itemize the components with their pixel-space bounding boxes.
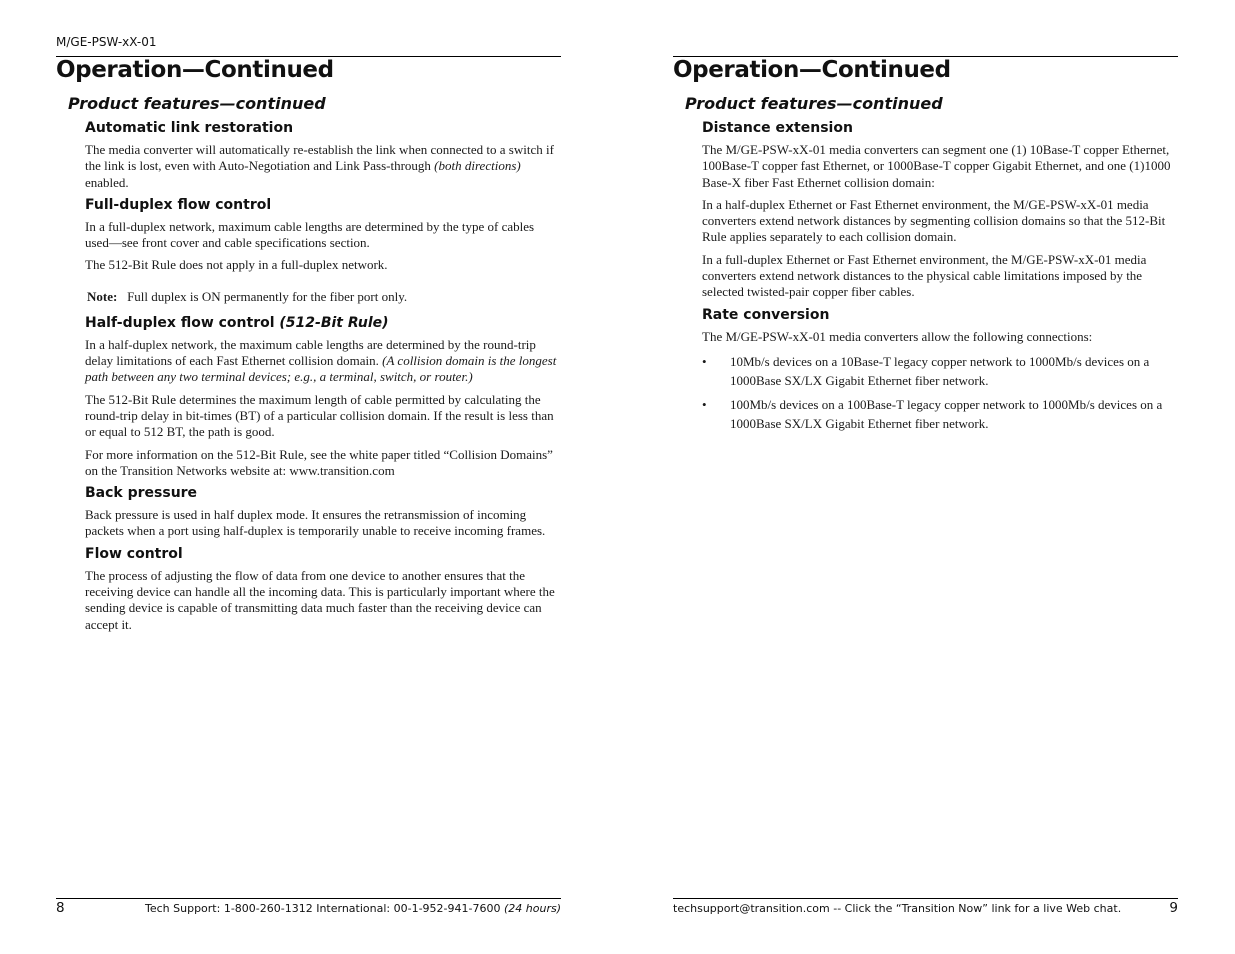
paragraph-half-duplex-3: For more information on the 512-Bit Rule, see the white paper titled “Collision Domains” on the Transition Networks website at: www.transition.com [85,446,553,478]
paragraph-half-duplex-2: The 512-Bit Rule determines the maximum length of cable permitted by calculating the round-trip delay in bit-times (BT) of a particular collision domain. If the result is less than or equal to 512 BT, the path is good. [85,391,554,440]
list-item: • 100Mb/s devices on a 100Base-T legacy copper network to 1000Mb/s devices on a 1000Base SX/LX Gigabit Ethernet fiber network. [702,396,1163,431]
heading-distance-extension: Distance extension [702,120,853,136]
bullet-list [702,352,1178,433]
note-label: Note: [87,288,118,304]
paragraph-flow-control: The process of adjusting the flow of data from one device to another ensures that the receiving device can handle all the incoming data. This is particularly important where the sending device is capable of transmitting data much faster than the receiving device can accept it. [85,567,555,632]
footer-tech-support: Tech Support: 1-800-260-1312 International: 00-1-952-941-7600 (24 hours) [145,902,561,915]
heading-rate-conversion: Rate conversion [702,306,830,323]
paragraph-distance-2: In a half-duplex Ethernet or Fast Ethernet environment, the M/GE-PSW-xX-01 media converters extend network distances by segmenting collision domains so that the 512-Bit Rule applies separately to each collision domain. [702,196,1166,245]
footer [56,899,561,919]
page-number: 9 [1169,900,1178,916]
left-content [56,93,561,633]
left-page [56,0,561,954]
note [87,289,561,305]
paragraph-distance-3: In a full-duplex Ethernet or Fast Ethernet environment, the M/GE-PSW-xX-01 media converters extend network distances to the physical cable limitations imposed by the selected twisted-pair copper fiber cables. [702,251,1147,300]
model-code: M/GE-PSW-xX-01 [56,35,157,49]
right-content [673,93,1178,438]
section-title: Product features—continued [68,94,326,113]
right-page [673,0,1178,954]
page-number: 8 [56,900,65,916]
paragraph-back-pressure: Back pressure is used in half duplex mode. It ensures the retransmission of incoming packets when a port using half-duplex is temporarily unable to receive incoming frames. [85,507,546,539]
paragraph-rate: The M/GE-PSW-xX-01 media converters allow the following connections: [702,328,1093,344]
paragraph-full-duplex-1: In a full-duplex network, maximum cable lengths are determined by the type of cables used—see front cover and cable specifications section. [85,218,535,251]
footer-web-chat: techsupport@transition.com -- Click the “Transition Now” link for a live Web chat. [673,902,1122,915]
heading-back-pressure: Back pressure [85,485,198,502]
heading-automatic-link-restoration: Automatic link restoration [85,120,294,136]
page-title: Operation—Continued [673,57,951,83]
section-title: Product features—continued [685,94,943,113]
list-item: • 10Mb/s devices on a 10Base-T legacy copper network to 1000Mb/s devices on a 1000Base SX/LX Gigabit Ethernet fiber network. [702,353,1150,388]
footer [673,899,1178,919]
bullet-icon: • [702,353,707,369]
heading-half-duplex-flow-control: Half-duplex flow control (512-Bit Rule) [85,314,389,331]
paragraph-full-duplex-2: The 512-Bit Rule does not apply in a full-duplex network. [85,257,388,273]
paragraph-auto-link: The media converter will automatically re-establish the link when connected to a switch if the link is lost, even with Auto-Negotiation and Link Pass-through (both directions) enabled. [85,142,554,190]
paragraph-distance-1: The M/GE-PSW-xX-01 media converters can segment one (1) 10Base-T copper Ethernet, 100Base-T copper fast Ethernet, or 1000Base-T copper Gigabit Ethernet, and one (1)1000 Base-X fiber Fast Ethernet collision domain: [702,142,1171,190]
paragraph-half-duplex-1: In a half-duplex network, the maximum cable lengths are determined by the round-trip delay limitations of each Fast Ethernet collision domain. (A collision domain is the longest path between any two terminal devices; e.g., a terminal, switch, or router.) [85,336,557,385]
heading-full-duplex-flow-control: Full-duplex flow control [85,196,272,213]
page-title: Operation—Continued [56,57,334,83]
note-text: Full duplex is ON permanently for the fiber port only. [127,288,408,304]
heading-flow-control: Flow control [85,545,183,562]
bullet-icon: • [702,396,707,412]
